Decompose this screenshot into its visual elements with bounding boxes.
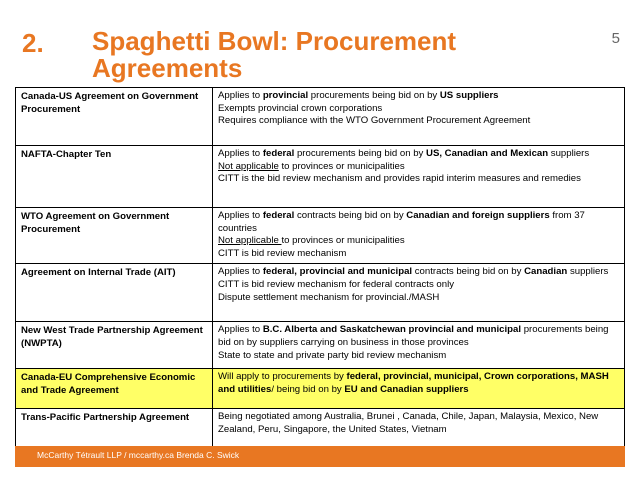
table-row [16,409,625,449]
agreement-details [213,369,625,409]
table-row [16,208,625,264]
table-row-highlighted [16,369,625,409]
agreement-name: Canada-EU Comprehensive Economic and Trade Agreement [16,369,213,409]
detail-line: Not applicable to provinces or municipalities [218,160,405,172]
detail-line: Not applicable to provinces or municipalities [218,235,405,247]
detail-line: Applies to federal, provincial and municipal contracts being bid on by Canadian suppliers [218,266,609,278]
agreement-name: Agreement on Internal Trade (AIT) [16,264,213,322]
agreement-name: Trans-Pacific Partnership Agreement [16,409,213,449]
agreement-details [213,146,625,208]
detail-line: CITT is bid review mechanism [218,247,347,259]
table-row [16,264,625,322]
detail-line: Applies to B.C. Alberta and Saskatchewan provincial and municipal procurements being bid on by suppliers carrying on business in those provinces [218,324,609,348]
footer-text: McCarthy Tétrault LLP / mccarthy.ca Brenda C. Swick [37,450,240,460]
slide-title-line-2: Agreements [92,53,243,83]
detail-line: CITT is bid review mechanism for federal contracts only [218,278,455,290]
agreement-name: Canada-US Agreement on Government Procurement [16,88,213,146]
table-row [16,322,625,369]
page-number: 5 [611,30,620,47]
detail-line: Exempts provincial crown corporations [218,102,383,114]
agreement-details [213,322,625,369]
agreement-name: NAFTA-Chapter Ten [16,146,213,208]
detail-line: Being negotiated among Australia, Brunei , Canada, Chile, Japan, Malaysia, Mexico, New Zealand, Peru, Singapore, the United States, Vietnam [218,411,599,435]
agreement-details [213,208,625,264]
table-row [16,146,625,208]
detail-line: Applies to federal procurements being bid on by US, Canadian and Mexican suppliers [218,148,590,159]
detail-line: Applies to provincial procurements being bid on by US suppliers [218,90,499,101]
detail-line: Will apply to procurements by federal, provincial, municipal, Crown corporations, MASH and utilities/ being bid on by EU and Canadian suppliers [218,371,609,395]
slide-number-label: 2. [22,28,44,58]
agreement-details [213,88,625,146]
detail-line: Dispute settlement mechanism for provincial./MASH [218,291,440,303]
agreement-name: New West Trade Partnership Agreement (NWPTA) [16,322,213,369]
agreement-name: WTO Agreement on Government Procurement [16,208,213,264]
footer-bar [15,446,625,467]
slide-title [92,28,456,82]
detail-line: Requires compliance with the WTO Government Procurement Agreement [218,115,531,127]
detail-line: Applies to federal contracts being bid on by Canadian and foreign suppliers from 37 countries [218,210,585,234]
agreements-table [15,87,625,449]
table-row [16,88,625,146]
slide-title-line-1: Spaghetti Bowl: Procurement [92,26,457,56]
agreement-details [213,409,625,449]
detail-line: CITT is the bid review mechanism and provides rapid interim measures and remedies [218,173,581,185]
detail-line: State to state and private party bid review mechanism [218,349,447,361]
agreement-details [213,264,625,322]
